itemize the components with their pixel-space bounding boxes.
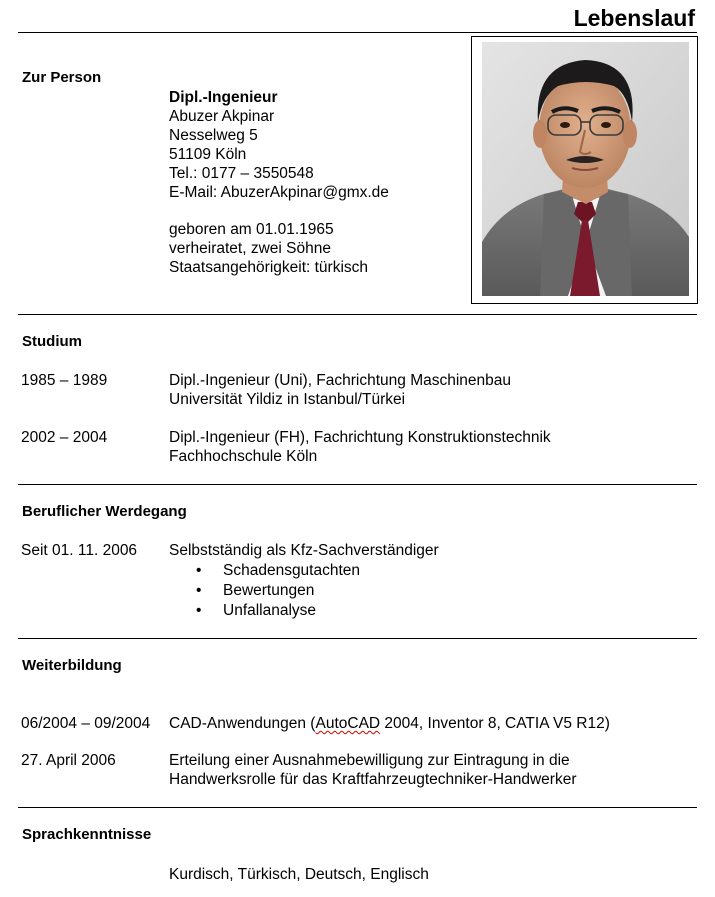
divider-werdegang bbox=[18, 484, 697, 485]
section-heading-werdegang: Beruflicher Werdegang bbox=[22, 503, 187, 520]
bullet-icon: • bbox=[196, 582, 202, 599]
person-nationality: Staatsangehörigkeit: türkisch bbox=[169, 259, 369, 276]
person-street: Nesselweg 5 bbox=[169, 127, 258, 144]
studium-entry-2-line-2: Fachhochschule Köln bbox=[169, 448, 318, 465]
person-degree: Dipl.-Ingenieur bbox=[169, 89, 278, 106]
werdegang-date-1: Seit 01. 11. 2006 bbox=[21, 542, 138, 559]
person-email: E-Mail: AbuzerAkpinar@gmx.de bbox=[169, 184, 389, 201]
person-city: 51109 Köln bbox=[169, 146, 247, 163]
weiterbildung-entry-1-line bbox=[169, 714, 610, 733]
section-heading-person: Zur Person bbox=[22, 69, 102, 86]
weiterbildung-entry-2-line-1: Erteilung einer Ausnahmebewilligung zur Eintragung in die bbox=[169, 752, 570, 769]
weiterbildung-date-1: 06/2004 – 09/2004 bbox=[21, 715, 151, 732]
section-heading-studium: Studium bbox=[22, 333, 82, 350]
section-heading-sprachen: Sprachkenntnisse bbox=[22, 826, 152, 843]
person-family: verheiratet, zwei Söhne bbox=[169, 240, 331, 257]
spellcheck-flagged-word: AutoCAD bbox=[315, 715, 381, 732]
weiterbildung-entry-2-line-2: Handwerksrolle für das Kraftfahrzeugtechniker-Handwerker bbox=[169, 771, 577, 788]
divider-weiterbildung bbox=[18, 638, 697, 639]
photo-frame bbox=[471, 36, 698, 304]
list-item bbox=[196, 581, 314, 600]
weiterbildung-date-2: 27. April 2006 bbox=[21, 752, 116, 769]
person-birth: geboren am 01.01.1965 bbox=[169, 221, 334, 238]
studium-date-1: 1985 – 1989 bbox=[21, 372, 108, 389]
portrait-photo bbox=[482, 42, 689, 296]
divider-studium bbox=[18, 314, 697, 315]
divider-sprachen bbox=[18, 807, 697, 808]
person-name: Abuzer Akpinar bbox=[169, 108, 275, 125]
sprachen-line: Kurdisch, Türkisch, Deutsch, Englisch bbox=[169, 866, 429, 883]
bullet-text: Bewertungen bbox=[223, 582, 315, 599]
bullet-text: Schadensgutachten bbox=[223, 562, 361, 579]
person-phone: Tel.: 0177 – 3550548 bbox=[169, 165, 314, 182]
document-title: Lebenslauf bbox=[573, 5, 695, 31]
bullet-text: Unfallanalyse bbox=[223, 602, 317, 619]
bullet-icon: • bbox=[196, 562, 202, 579]
list-item bbox=[196, 601, 316, 620]
studium-entry-1-line-2: Universität Yildiz in Istanbul/Türkei bbox=[169, 391, 406, 408]
divider-top bbox=[18, 32, 697, 33]
studium-date-2: 2002 – 2004 bbox=[21, 429, 108, 446]
list-item bbox=[196, 561, 360, 580]
weiterbildung-entry-1-text-b: 2004, Inventor 8, CATIA V5 R12) bbox=[380, 715, 610, 732]
werdegang-entry-1-line: Selbstständig als Kfz-Sachverständiger bbox=[169, 542, 439, 559]
section-heading-weiterbildung: Weiterbildung bbox=[22, 657, 122, 674]
studium-entry-1-line-1: Dipl.-Ingenieur (Uni), Fachrichtung Maschinenbau bbox=[169, 372, 512, 389]
bullet-icon: • bbox=[196, 602, 202, 619]
weiterbildung-entry-1-text-a: CAD-Anwendungen ( bbox=[169, 715, 316, 732]
studium-entry-2-line-1: Dipl.-Ingenieur (FH), Fachrichtung Konstruktionstechnik bbox=[169, 429, 551, 446]
